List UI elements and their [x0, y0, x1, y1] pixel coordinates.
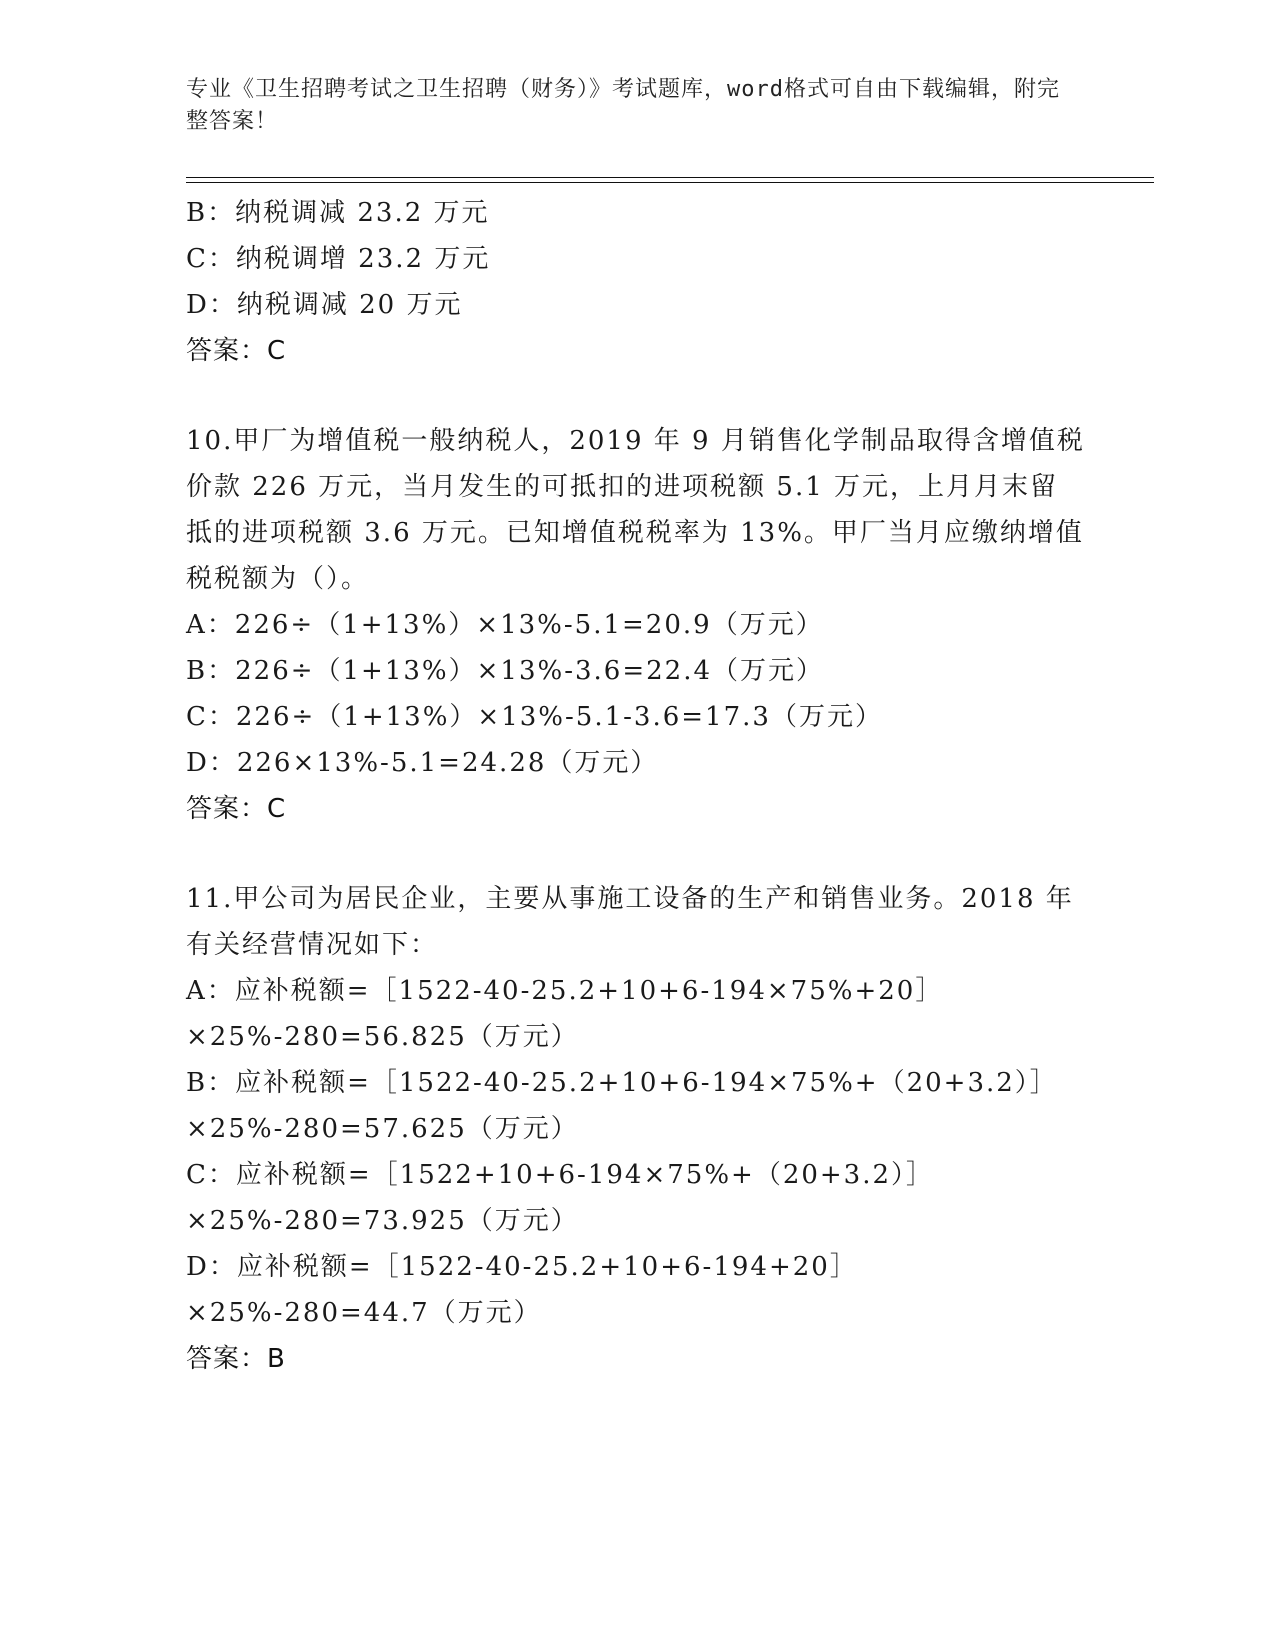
option-b: B：226÷（1+13%）×13%-3.6=22.4（万元）: [186, 656, 825, 686]
option-d: D：226×13%-5.1=24.28（万元）: [186, 748, 659, 778]
previous-question-block: [186, 190, 1086, 374]
option-b: B：应补税额=［1522-40-25.2+10+6-194×75%+（20+3.2）］×25%-280=57.625（万元）: [186, 1068, 1058, 1144]
answer-line: 答案：C: [186, 336, 287, 366]
spacer: [186, 374, 1086, 418]
answer-line: 答案：C: [186, 794, 287, 824]
question-11-text: 11.甲公司为居民企业，主要从事施工设备的生产和销售业务。2018 年有关经营情况如下：: [186, 884, 1074, 960]
option-d: D：应补税额=［1522-40-25.2+10+6-194+20］×25%-280=44.7（万元）: [186, 1252, 858, 1328]
document-body: [186, 190, 1086, 1382]
option-c: C：226÷（1+13%）×13%-5.1-3.6=17.3（万元）: [186, 702, 883, 732]
question-10-block: [186, 418, 1086, 832]
header-rule-top: [186, 177, 1154, 178]
header-rule-bottom: [186, 182, 1154, 183]
option-c: C：纳税调增 23.2 万元: [186, 244, 491, 274]
option-d: D：纳税调减 20 万元: [186, 290, 463, 320]
option-b: B：纳税调减 23.2 万元: [186, 198, 490, 228]
option-a: A：226÷（1+13%）×13%-5.1=20.9（万元）: [186, 610, 824, 640]
option-a: A：应补税额=［1522-40-25.2+10+6-194×75%+20］×25%-280=56.825（万元）: [186, 976, 944, 1052]
spacer: [186, 832, 1086, 876]
question-10-text: 10.甲厂为增值税一般纳税人，2019 年 9 月销售化学制品取得含增值税价款 226 万元，当月发生的可抵扣的进项税额 5.1 万元，上月月末留抵的进项税额 3.6 万元。已知增值税税率为 13%。甲厂当月应缴纳增值税税额为（）。: [186, 426, 1085, 594]
option-c: C：应补税额=［1522+10+6-194×75%+（20+3.2）］×25%-280=73.925（万元）: [186, 1160, 935, 1236]
question-11-block: [186, 876, 1086, 1382]
answer-line: 答案：B: [186, 1344, 286, 1374]
document-header: 专业《卫生招聘考试之卫生招聘（财务）》考试题库，word格式可自由下载编辑，附完整答案！: [186, 77, 1060, 134]
